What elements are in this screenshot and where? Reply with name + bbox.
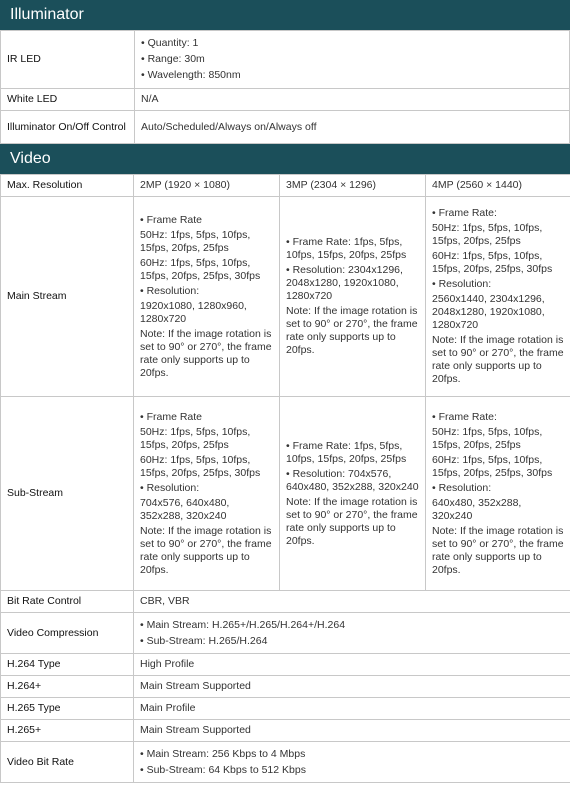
frame-rate: • Frame Rate: 1fps, 5fps, 10fps, 15fps, 20fps, 25fps [286,439,407,465]
spec-row-h265-type [1,698,570,720]
resolution-2mp: 2MP (1920 × 1080) [134,175,280,197]
frame-rate-title: • Frame Rate [140,410,203,423]
spec-label: H.265 Type [1,698,134,720]
spec-row-ir-led [1,31,570,89]
sub-stream-3mp [280,397,426,591]
frame-rate-title: • Frame Rate [140,213,203,226]
spec-value [134,613,570,654]
spec-label: Video Bit Rate [1,742,134,783]
list-item: • Main Stream: H.265+/H.265/H.264+/H.264 [140,618,346,631]
rotation-note: Note: If the image rotation is set to 90° or 270°, the frame rate only supports up to 20fps. [286,305,418,356]
frame-rate-60hz: 60Hz: 1fps, 5fps, 10fps, 15fps, 20fps, 25fps, 30fps [432,250,553,275]
section-heading-video: Video [0,144,570,174]
spec-label: Sub-Stream [1,397,134,591]
spec-label: Main Stream [1,197,134,397]
frame-rate-60hz: 60Hz: 1fps, 5fps, 10fps, 15fps, 20fps, 25fps, 30fps [140,256,261,282]
main-stream-3mp [280,197,426,397]
rotation-note: Note: If the image rotation is set to 90° or 270°, the frame rate only supports up to 20fps. [140,524,272,576]
spec-row-max-resolution [1,175,570,197]
spec-label: Video Compression [1,613,134,654]
spec-label: Bit Rate Control [1,591,134,613]
list-item: • Sub-Stream: 64 Kbps to 512 Kbps [140,763,306,776]
spec-row-sub-stream [1,397,570,591]
frame-rate: • Frame Rate: 1fps, 5fps, 10fps, 15fps, 20fps, 25fps [286,236,407,261]
spec-row-white-led [1,89,570,111]
list-item: • Quantity: 1 [141,37,199,49]
spec-label: White LED [1,89,135,111]
spec-row-video-bit-rate [1,742,570,783]
section-heading-illuminator: Illuminator [0,0,570,30]
sub-stream-2mp [134,397,280,591]
frame-rate-50hz: 50Hz: 1fps, 5fps, 10fps, 15fps, 20fps, 25fps [432,222,543,247]
frame-rate-60hz: 60Hz: 1fps, 5fps, 10fps, 15fps, 20fps, 25fps, 30fps [140,453,261,479]
spec-value [135,31,570,89]
spec-value: Main Stream Supported [134,676,570,698]
main-stream-4mp [426,197,570,397]
resolution-title: • Resolution: [432,481,492,494]
spec-label: H.265+ [1,720,134,742]
illuminator-table [0,30,570,144]
resolution-list: • Resolution: 2304x1296, 2048x1280, 1920x1080, 1280x720 [286,264,403,302]
spec-row-main-stream [1,197,570,397]
resolution-4mp: 4MP (2560 × 1440) [426,175,570,197]
spec-value: Main Profile [134,698,570,720]
resolution-title: • Resolution: [140,481,200,494]
spec-row-h264-type [1,654,570,676]
resolution-list: 704x576, 640x480, 352x288, 320x240 [140,496,230,522]
rotation-note: Note: If the image rotation is set to 90° or 270°, the frame rate only supports up to 20fps. [432,524,564,576]
frame-rate-50hz: 50Hz: 1fps, 5fps, 10fps, 15fps, 20fps, 25fps [140,228,251,254]
resolution-title: • Resolution: [432,278,492,290]
rotation-note: Note: If the image rotation is set to 90° or 270°, the frame rate only supports up to 20fps. [432,334,564,385]
spec-label: H.264 Type [1,654,134,676]
spec-row-h265-plus [1,720,570,742]
spec-label: IR LED [1,31,135,89]
spec-value: High Profile [134,654,570,676]
resolution-list: • Resolution: 704x576, 640x480, 352x288, 320x240 [286,467,419,493]
spec-label: H.264+ [1,676,134,698]
list-item: • Main Stream: 256 Kbps to 4 Mbps [140,747,306,760]
video-table [0,174,570,783]
spec-value: Auto/Scheduled/Always on/Always off [135,111,570,144]
spec-value: N/A [135,89,570,111]
main-stream-2mp [134,197,280,397]
rotation-note: Note: If the image rotation is set to 90° or 270°, the frame rate only supports up to 20fps. [286,495,418,547]
spec-value: CBR, VBR [134,591,570,613]
resolution-3mp: 3MP (2304 × 1296) [280,175,426,197]
spec-label: Illuminator On/Off Control [1,111,135,144]
resolution-list: 1920x1080, 1280x960, 1280x720 [140,299,247,325]
spec-row-illuminator-control [1,111,570,144]
frame-rate-title: • Frame Rate: [432,410,497,423]
list-item: • Range: 30m [141,53,205,65]
spec-value: Main Stream Supported [134,720,570,742]
frame-rate-50hz: 50Hz: 1fps, 5fps, 10fps, 15fps, 20fps, 25fps [432,425,543,451]
resolution-list: 640x480, 352x288, 320x240 [432,496,522,522]
resolution-list: 2560x1440, 2304x1296, 2048x1280, 1920x1080, 1280x720 [432,293,545,331]
frame-rate-50hz: 50Hz: 1fps, 5fps, 10fps, 15fps, 20fps, 25fps [140,425,251,451]
resolution-title: • Resolution: [140,284,200,297]
spec-label: Max. Resolution [1,175,134,197]
list-item: • Wavelength: 850nm [141,69,241,81]
spec-row-video-compression [1,613,570,654]
frame-rate-title: • Frame Rate: [432,207,497,219]
sub-stream-4mp [426,397,570,591]
spec-row-h264-plus [1,676,570,698]
list-item: • Sub-Stream: H.265/H.264 [140,634,268,647]
rotation-note: Note: If the image rotation is set to 90° or 270°, the frame rate only supports up to 20fps. [140,327,272,379]
frame-rate-60hz: 60Hz: 1fps, 5fps, 10fps, 15fps, 20fps, 25fps, 30fps [432,453,553,479]
spec-value [134,742,570,783]
spec-row-bit-rate-control [1,591,570,613]
